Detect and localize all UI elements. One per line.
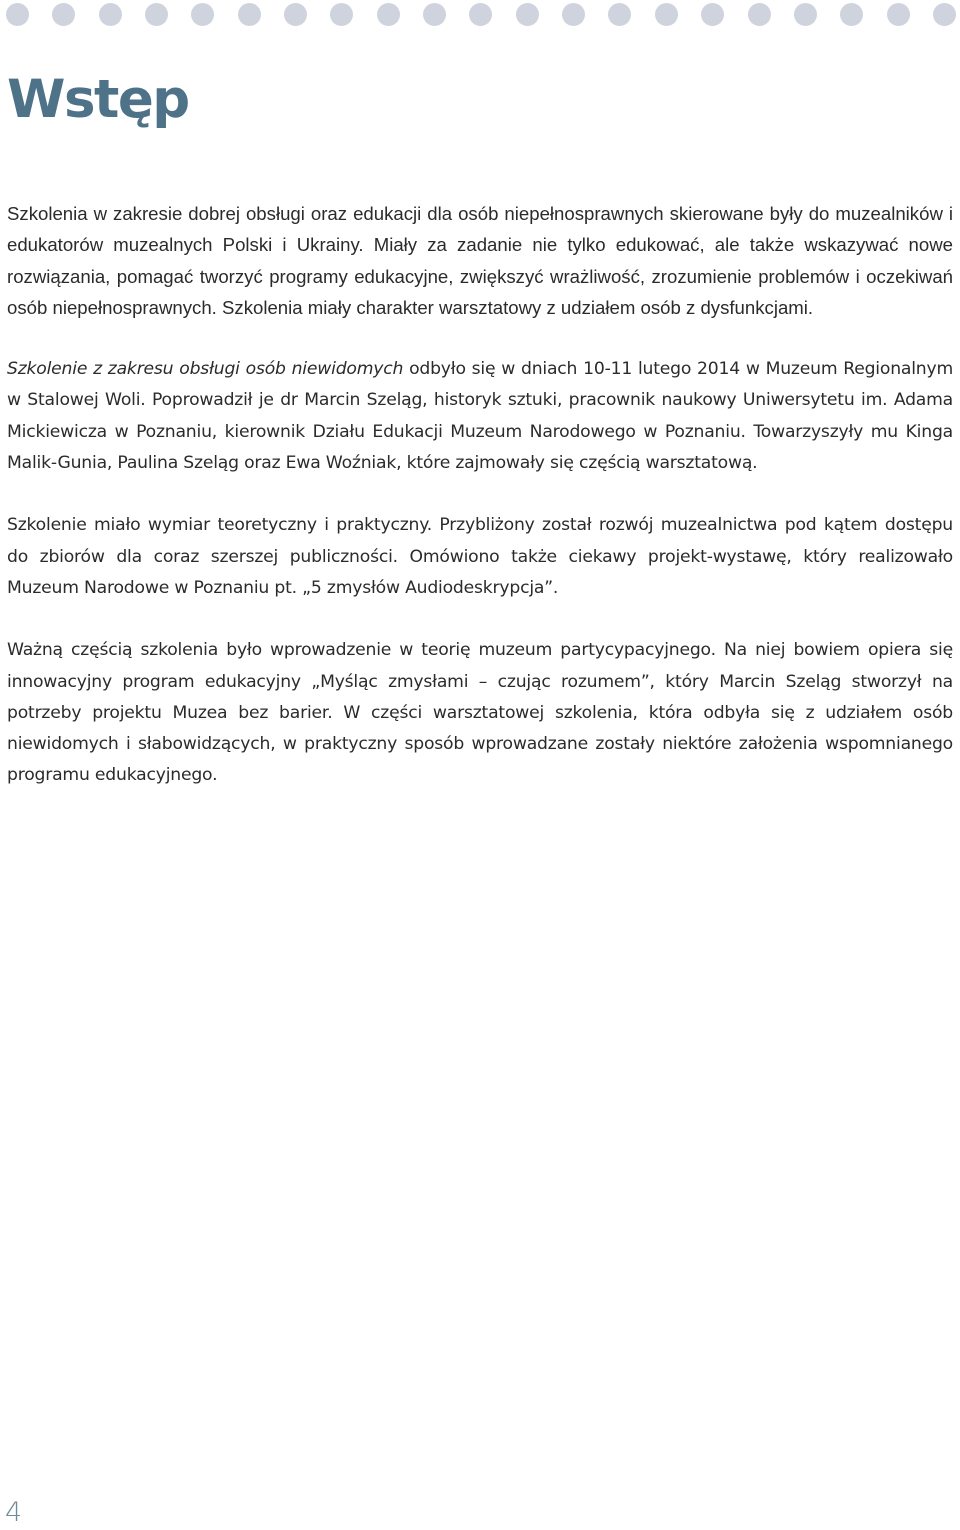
decorative-dot [887,3,910,26]
decorative-dot [145,3,168,26]
decorative-dot [284,3,307,26]
decorative-dot [52,3,75,26]
decorative-dot [562,3,585,26]
decorative-dot [99,3,122,26]
paragraph-theory-practice: Szkolenie miało wymiar teoretyczny i praktyczny. Przybliżony został rozwój muzealnictwa pod kątem dostępu do zbiorów dla coraz szerszej publiczności. Omówiono także ciekawy projekt-wystawę, który realizowało Muzeum Narodowe w Poznaniu pt. „5 zmysłów Audiodeskrypcja”. [7,515,953,598]
decorative-dot [238,3,261,26]
decorative-dot [330,3,353,26]
decorative-dot [377,3,400,26]
paragraph-intro: Szkolenia w zakresie dobrej obsługi oraz edukacji dla osób niepełnosprawnych skierowane były do muzealników i edukatorów muzealnych Polski i Ukrainy. Miały za zadanie nie tylko edukować, ale także wskazywać nowe rozwiązania, pomagać tworzyć programy edukacyjne, zwiększyć wrażliwość, zrozumienie problemów i oczekiwań osób niepełnosprawnych. Szkolenia miały charakter warsztatowy z udziałem osób z dysfunkcjami. [7,203,953,318]
decorative-dot [608,3,631,26]
decorative-dot [794,3,817,26]
decorative-dot [748,3,771,26]
decorative-dot [516,3,539,26]
page-number: 4 [5,1497,23,1528]
decorative-dot [423,3,446,26]
decorative-dot [6,3,29,26]
paragraph-training-blind-text: odbyło się w dniach 10-11 lutego 2014 w Muzeum Regionalnym w Stalowej Woli. Poprowadził je dr Marcin Szeląg, historyk sztuki, pracownik naukowy Uniwersytetu im. Adama Mickiewicza w Poznaniu, kierownik Działu Edukacji Muzeum Narodowego w Poznaniu. Towarzyszyły mu Kinga Malik-Gunia, Paulina Szeląg oraz Ewa Woźniak, które zajmowały się częścią warsztatową. [7,359,953,474]
decorative-dot [469,3,492,26]
decorative-dot [701,3,724,26]
decorative-dot [191,3,214,26]
page-title: Wstęp [7,69,189,130]
decorative-dot [655,3,678,26]
training-title-italic: Szkolenie z zakresu obsługi osób niewidomych [7,359,404,380]
decorative-dot [933,3,956,26]
paragraph-participatory-museum: Ważną częścią szkolenia było wprowadzenie w teorię muzeum partycypacyjnego. Na niej bowiem opiera się innowacyjny program edukacyjny „Myśląc zmysłami – czując rozumem”, który Marcin Szeląg stworzył na potrzeby projektu Muzea bez barier. W części warsztatowej szkolenia, która odbyła się z udziałem osób niewidomych i słabowidzących, w praktyczny sposób wprowadzane zostały niektóre założenia wspomnianego programu edukacyjnego. [7,640,953,786]
paragraph-training-blind [7,354,953,479]
decorative-dot [840,3,863,26]
body-text [7,198,953,823]
decorative-dot-row [6,3,956,27]
